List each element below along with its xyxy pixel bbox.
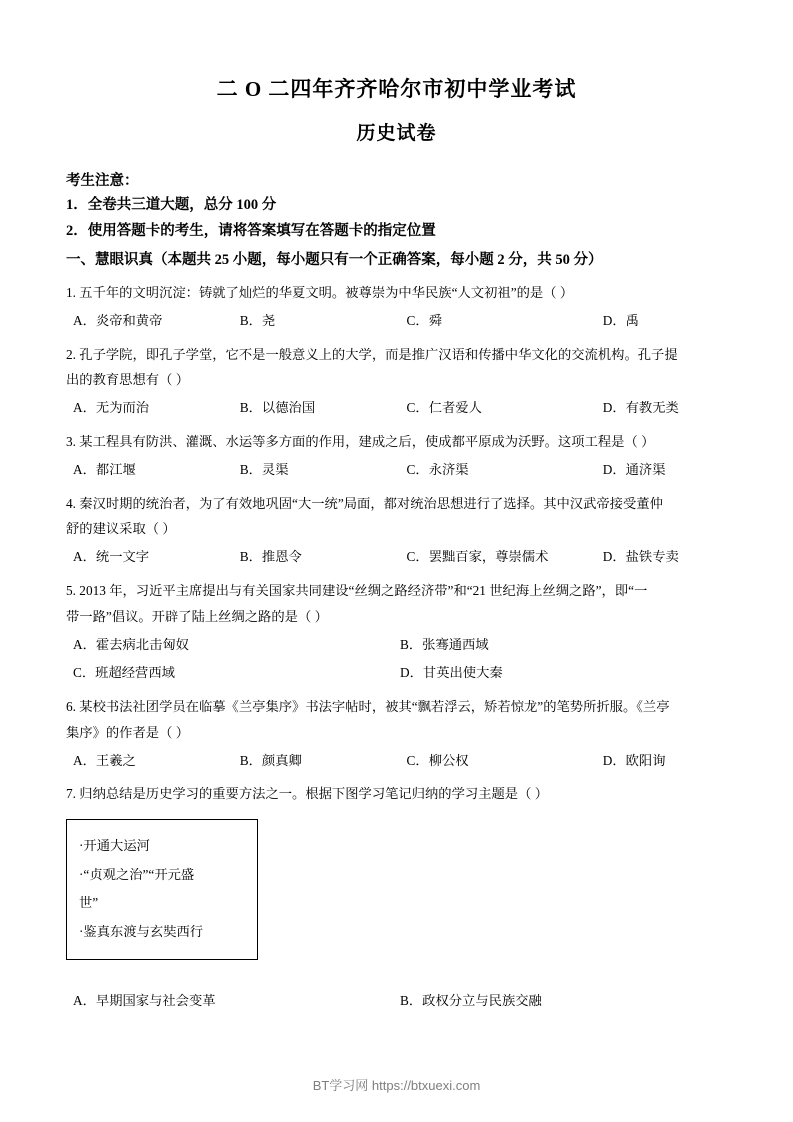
option-a[interactable]: A．炎帝和黄帝 bbox=[73, 312, 163, 328]
option-b[interactable]: B．推恩令 bbox=[239, 549, 302, 565]
question-3-options bbox=[66, 457, 727, 484]
option-d[interactable]: D．有教无类 bbox=[602, 400, 679, 416]
note-line-1: ·开通大运河 bbox=[79, 838, 150, 854]
notice-line-1: 1．全卷共三道大题，总分 100 分 bbox=[66, 197, 277, 214]
question-5-stem: 5. 2013 年，习近平主席提出与有关国家共同建设“丝绸之路经济带”和“21 世纪海上丝绸之路”，即“一 bbox=[66, 582, 648, 598]
option-d[interactable]: D．通济渠 bbox=[602, 461, 666, 477]
option-c[interactable]: C．班超经营西域 bbox=[73, 665, 175, 681]
note-line-3: 世” bbox=[79, 895, 99, 911]
question-5-options-row-1 bbox=[66, 632, 727, 659]
option-d[interactable]: D．盐铁专卖 bbox=[602, 549, 679, 565]
option-b[interactable]: B．尧 bbox=[239, 312, 276, 328]
question-1-stem: 1. 五千年的文明沉淀：铸就了灿烂的华夏文明。被尊崇为中华民族“人文初祖”的是（ ） bbox=[66, 285, 574, 301]
option-c[interactable]: C．永济渠 bbox=[406, 461, 469, 477]
option-a[interactable]: A．无为而治 bbox=[73, 400, 150, 416]
option-a[interactable]: A．王羲之 bbox=[73, 752, 136, 768]
option-a[interactable]: A．霍去病北击匈奴 bbox=[73, 636, 189, 652]
option-d[interactable]: D．甘英出使大秦 bbox=[400, 665, 503, 681]
question-4-stem: 4. 秦汉时期的统治者，为了有效地巩固“大一统”局面，都对统治思想进行了选择。其中汉武帝接受董仲 bbox=[66, 495, 663, 511]
option-b[interactable]: B．以德治国 bbox=[239, 400, 316, 416]
study-notes-box bbox=[66, 819, 258, 959]
question-6-stem-cont: 集序》的作者是（ ） bbox=[66, 724, 189, 740]
question-3-stem: 3. 某工程具有防洪、灌溉、水运等多方面的作用，建成之后，使成都平原成为沃野。这项工程是（ ） bbox=[66, 433, 655, 449]
question-5-stem-cont: 带一路”倡议。开辟了陆上丝绸之路的是（ ） bbox=[66, 608, 328, 624]
option-d[interactable]: D．欧阳询 bbox=[602, 752, 666, 768]
option-b[interactable]: B．张骞通西域 bbox=[400, 636, 489, 652]
option-d[interactable]: D．禹 bbox=[602, 312, 639, 328]
question-5-options-row-2 bbox=[66, 660, 727, 687]
option-a[interactable]: A．都江堰 bbox=[73, 461, 136, 477]
question-1-options bbox=[66, 308, 727, 335]
notice-heading: 考生注意： bbox=[66, 173, 139, 189]
question-2-options bbox=[66, 395, 727, 422]
question-7-options-row-1 bbox=[66, 988, 727, 1015]
question-2-stem-cont: 出的教育思想有（ ） bbox=[66, 372, 189, 388]
option-b[interactable]: B．灵渠 bbox=[239, 461, 289, 477]
question-4-options bbox=[66, 544, 727, 571]
note-line-4: ·鉴真东渡与玄奘西行 bbox=[79, 924, 204, 940]
option-c[interactable]: C．仁者爱人 bbox=[406, 400, 482, 416]
option-b[interactable]: B．颜真卿 bbox=[239, 752, 302, 768]
option-c[interactable]: C．柳公权 bbox=[406, 752, 469, 768]
option-a[interactable]: A．统一文字 bbox=[73, 549, 150, 565]
page-title: 二 O 二四年齐齐哈尔市初中学业考试 bbox=[216, 77, 577, 101]
option-c[interactable]: C．罢黜百家，尊崇儒术 bbox=[406, 549, 549, 565]
section-heading: 一、慧眼识真（本题共 25 小题，每小题只有一个正确答案，每小题 2 分，共 50 分） bbox=[66, 251, 603, 268]
note-line-2: ·“贞观之治”“开元盛 bbox=[79, 866, 195, 882]
question-6-stem: 6. 某校书法社团学员在临摹《兰亭集序》书法字帖时，被其“飘若浮云，矫若惊龙”的笔势所折服。《兰亭 bbox=[66, 698, 670, 714]
question-7-stem: 7. 归纳总结是历史学习的重要方法之一。根据下图学习笔记归纳的学习主题是（ ） bbox=[66, 786, 549, 802]
question-4-stem-cont: 舒的建议采取（ ） bbox=[66, 521, 176, 537]
footer-watermark: BT学习网 https://btxuexi.com bbox=[312, 1078, 481, 1093]
option-b[interactable]: B．政权分立与民族交融 bbox=[400, 992, 542, 1008]
option-c[interactable]: C．舜 bbox=[406, 312, 442, 328]
question-6-options bbox=[66, 748, 727, 775]
question-2-stem: 2. 孔子学院，即孔子学堂，它不是一般意义上的大学，而是推广汉语和传播中华文化的交流机构。孔子提 bbox=[66, 346, 678, 362]
option-a[interactable]: A．早期国家与社会变革 bbox=[73, 992, 216, 1008]
page-subtitle: 历史试卷 bbox=[356, 122, 437, 144]
notice-line-2: 2．使用答题卡的考生，请将答案填写在答题卡的指定位置 bbox=[66, 222, 436, 239]
